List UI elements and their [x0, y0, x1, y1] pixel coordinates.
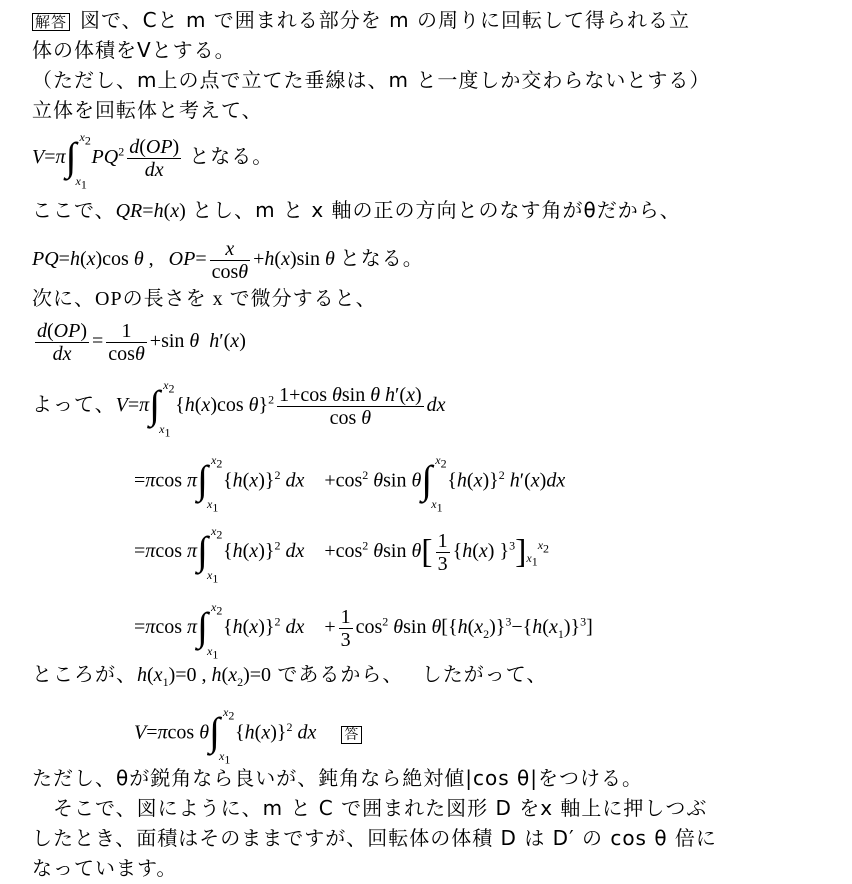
definition-line: ここで、QR=h(x) とし、m と x 軸の正の方向とのなす角がθだから、 [32, 198, 681, 222]
intro-line-3: （ただし、m上の点で立てた垂線は、m と一度しか交わらないとする） [32, 68, 711, 92]
intro-line-1 [32, 8, 690, 32]
integral-sign: ∫ $x_2$ $x_1$ [65, 129, 91, 191]
note-line-3: したとき、面積はそのままですが、回転体の体積 D は D′ の cos θ 倍に [32, 826, 717, 850]
intro-line-4: 立体を回転体と考えて、 [32, 98, 263, 122]
pq-op-formula: PQ=h(x)cos θ , OP= $\frac{x}{\cos\theta}$ +h(x)sin θ となる。 [32, 238, 424, 283]
derivative-formula: $\frac{d(OP)}{dx}$ = $\frac{1}{\cos\theta}$ +sin θ h′(x) [37, 320, 246, 365]
note-line-1: ただし、θが鋭角なら良いが、鈍角なら絶対値|cos θ|をつける。 [32, 766, 643, 790]
volume-formula: V=π ∫ $x_2$ $x_1$ $PQ^2$ $\frac{d(OP)}{dx}$ となる。 [32, 129, 274, 191]
note-line-4: なっています。 [32, 856, 178, 880]
volume-step-2: =πcos π ∫ $x_2$ $x_1$ $\{h(x)\}^2$ dx $+\cos^2$ θsin θ ∫ $x_2$ $x_1$ $\{h(x)\}^2$ h′(x)dx [134, 453, 566, 515]
volume-step-4: =πcos π ∫ $x_2$ $x_1$ $\{h(x)\}^2$ dx + $\frac{1}{3}$ $\cos^2 \theta\sin$ $\theta[\{h(x_2)\}^3-\{h(x_1)\}^3]$ [134, 599, 593, 661]
intro-text-1: 図で、Cと m で囲まれる部分を m の周りに回転して得られる立 [80, 8, 690, 32]
volume-step-1: よって、V=π ∫ $x_2$ $x_1$ {h(x)cos θ}$^2$ $\frac{\text{1+cos θsin θ h′(x)}}{\text{cos θ}}$ dx [32, 377, 446, 439]
answer-mark-box: 答 [341, 726, 362, 744]
answer-label-box: 解答 [32, 13, 70, 31]
condition-line: ところが、$h(x_1)=0$ , $h(x_2)=0$ であるから、 したがって、 [32, 662, 548, 689]
fraction: $\frac{d(OP)}{dx}$ [129, 136, 180, 181]
final-answer: V=πcos θ ∫ $x_2$ $x_1$ $\{h(x)\}^2$ dx 答 [134, 712, 372, 756]
derivative-intro: 次に、OPの長さを x で微分すると、 [32, 286, 377, 310]
naru-text: となる。 [189, 144, 274, 169]
volume-step-3: =πcos π ∫ $x_2$ $x_1$ $\{h(x)\}^2$ dx $+\cos^2$ θsin θ[ $\frac{1}{3}$ {h(x) }$^3]_{x_1}^{x_2}$ [134, 523, 550, 585]
intro-line-2: 体の体積をVとする。 [32, 38, 236, 62]
note-line-2: そこで、図にように、m と C で囲まれた図形 D をx 軸上に押しつぶ [32, 796, 708, 820]
